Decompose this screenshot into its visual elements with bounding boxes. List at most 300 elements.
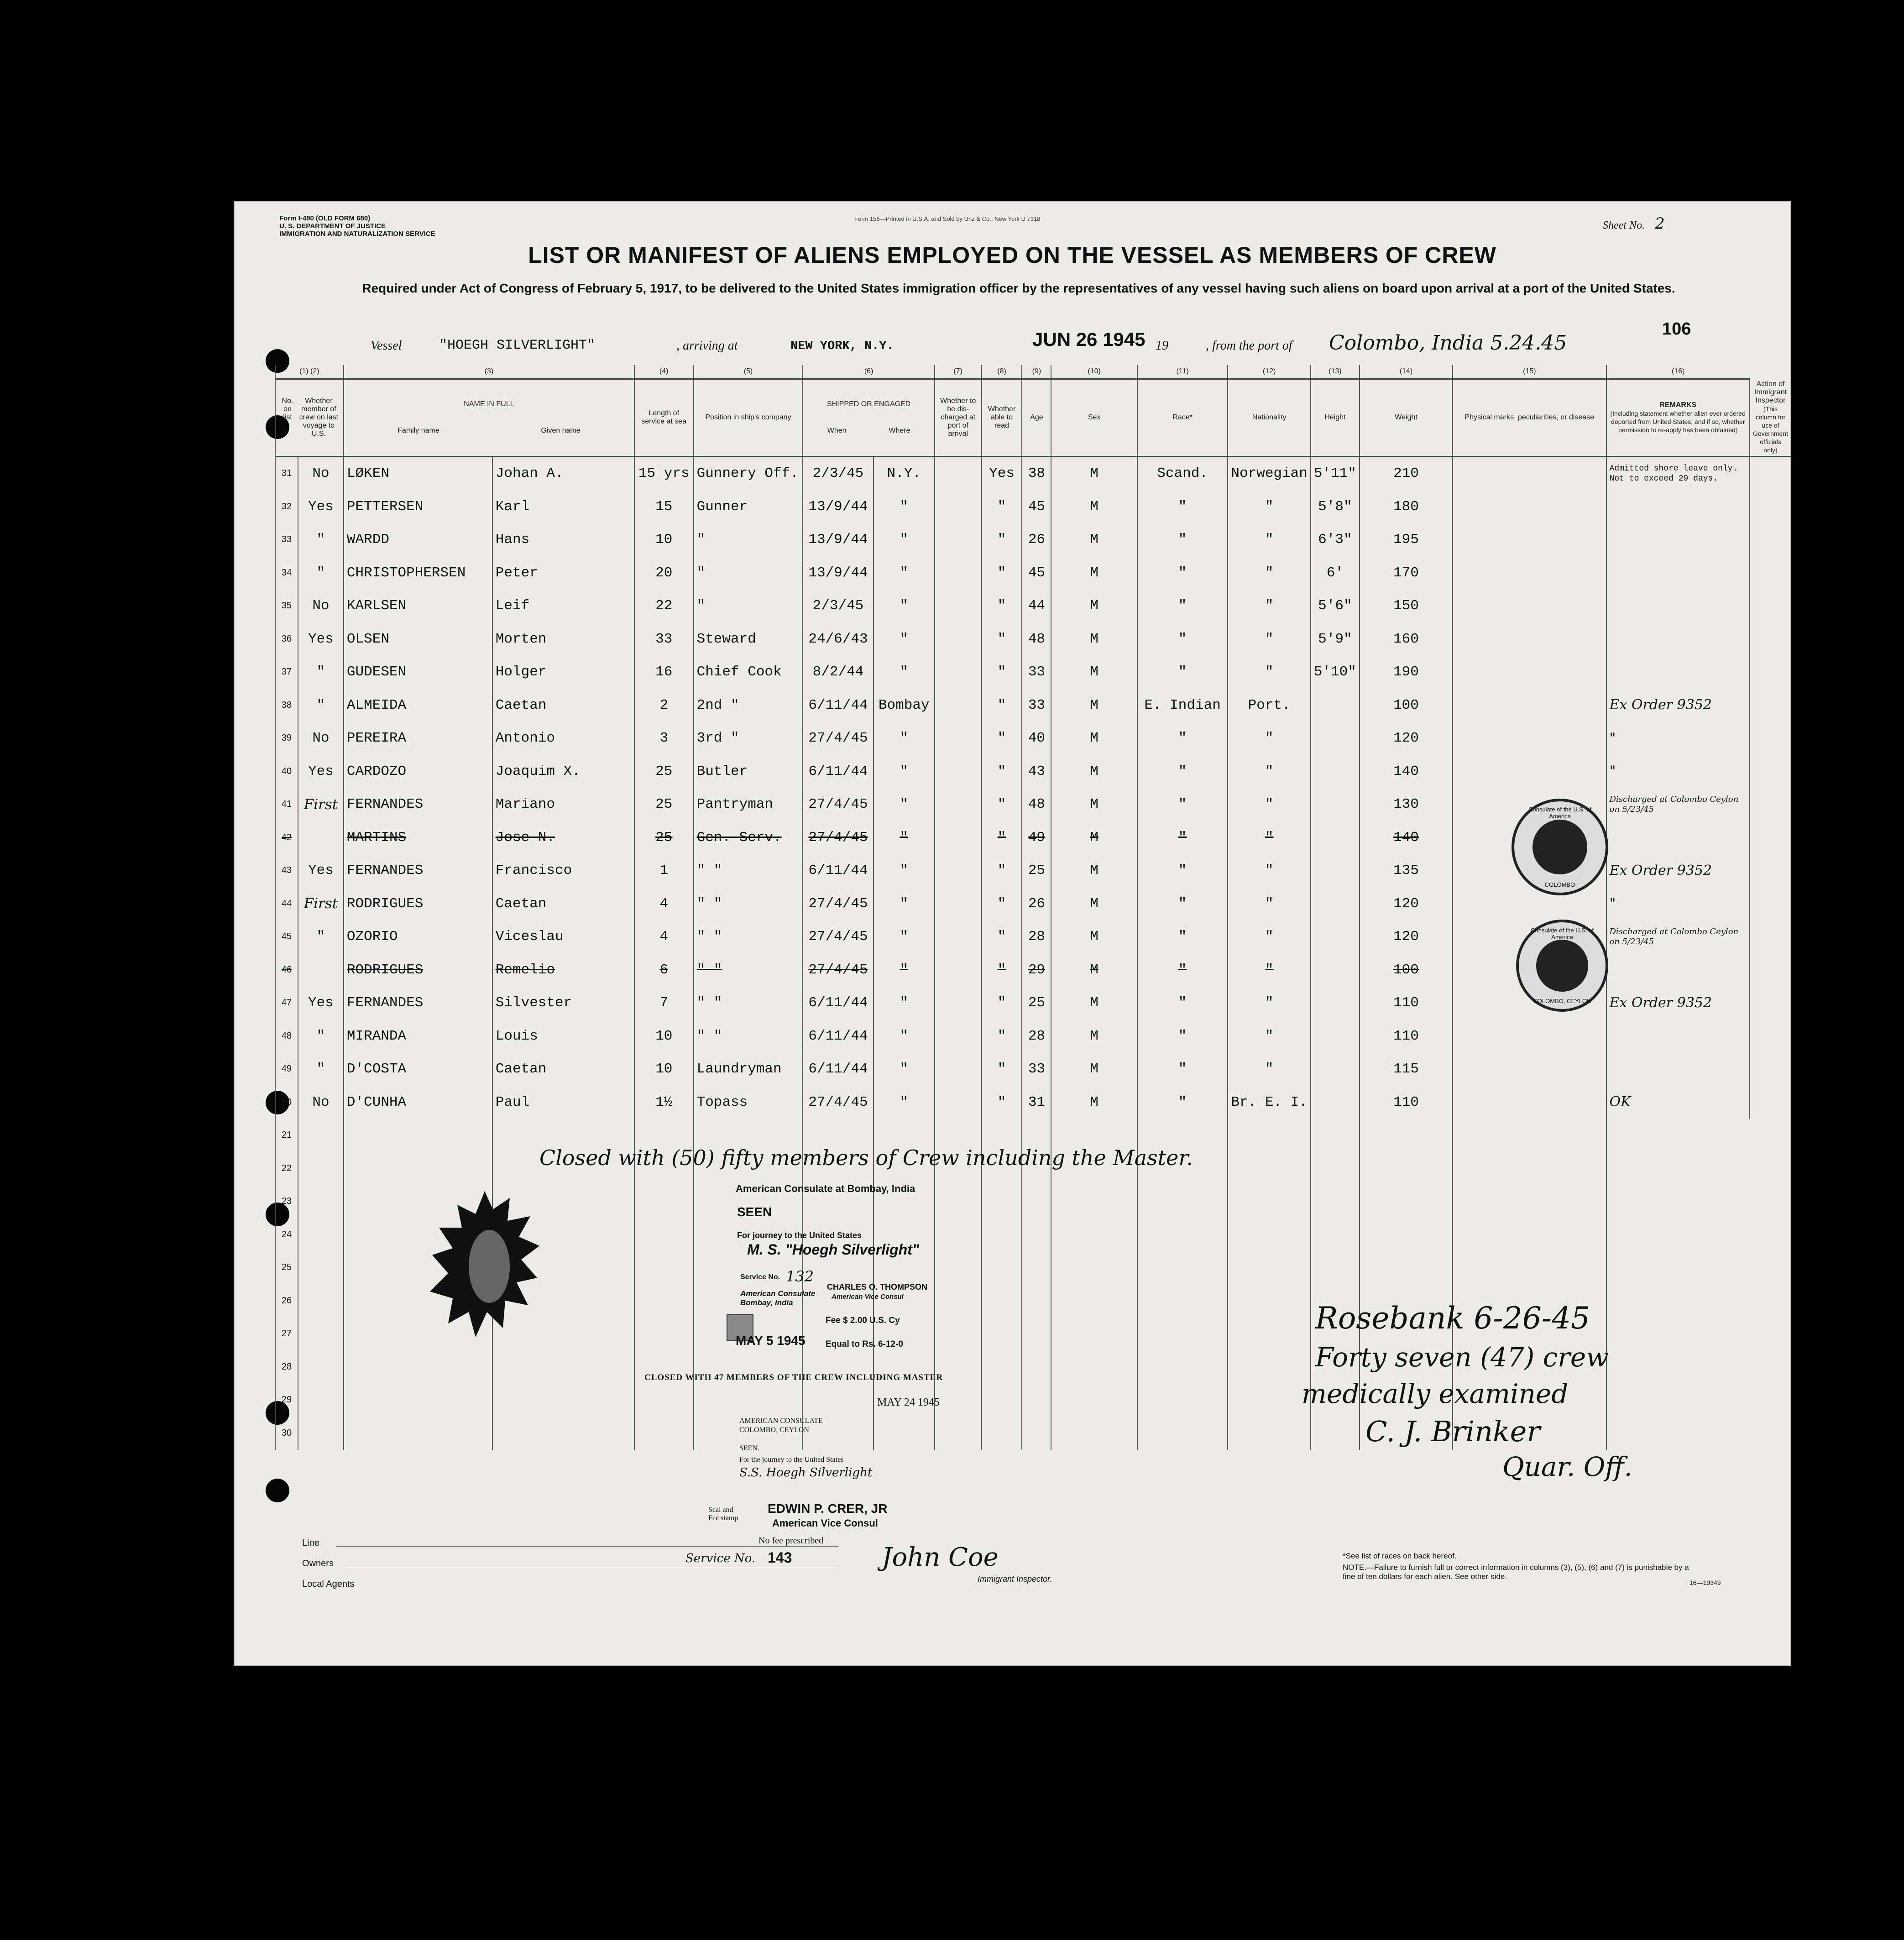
quarantine-title: Quar. Off. xyxy=(1502,1451,1632,1482)
colombo-closed: CLOSED WITH 47 MEMBERS OF THE CREW INCLUDING MASTER xyxy=(644,1373,943,1382)
empty-cell xyxy=(298,1185,344,1218)
empty-cell xyxy=(1606,1218,1750,1251)
row-number-cell: 24 xyxy=(275,1218,298,1251)
header-able-to-read: Whether able to read xyxy=(982,379,1022,456)
empty-cell xyxy=(982,1185,1022,1218)
empty-cell xyxy=(935,1251,982,1285)
member-cell: Yes xyxy=(298,987,344,1020)
family-name-cell: D'COSTA xyxy=(344,1053,492,1086)
when-cell: 27/4/45 xyxy=(803,788,873,821)
nationality-cell: " xyxy=(1228,755,1310,788)
row-number-cell: 48 xyxy=(275,1020,298,1053)
member-cell: Yes xyxy=(298,490,344,523)
height-cell xyxy=(1311,920,1360,954)
read-cell: " xyxy=(982,722,1022,755)
forty-seven-note: Forty seven (47) crew xyxy=(1315,1342,1609,1373)
position-cell: " " xyxy=(694,854,803,888)
empty-cell xyxy=(1022,1384,1051,1417)
empty-cell xyxy=(634,1218,694,1251)
row-number-cell: 25 xyxy=(275,1251,298,1285)
family-name-cell: LØKEN xyxy=(344,456,492,490)
empty-row xyxy=(275,1417,1791,1450)
empty-cell xyxy=(344,1152,492,1185)
crew-row xyxy=(275,490,1791,523)
age-cell: 33 xyxy=(1022,689,1051,722)
when-cell: 27/4/45 xyxy=(803,953,873,987)
inspector-action-cell xyxy=(1750,622,1791,656)
position-cell: Gen. Serv. xyxy=(694,821,803,854)
given-name-cell: Caetan xyxy=(492,887,634,920)
sex-cell: M xyxy=(1051,590,1137,623)
bombay-officer: CHARLES O. THOMPSON xyxy=(827,1282,928,1292)
colombo-consulate: AMERICAN CONSULATE xyxy=(739,1417,823,1425)
colombo-seen: SEEN. xyxy=(739,1444,759,1452)
empty-cell xyxy=(982,1218,1022,1251)
where-cell: Bombay xyxy=(874,689,935,722)
remarks-cell xyxy=(1606,590,1750,623)
age-cell: 45 xyxy=(1022,490,1051,523)
when-cell: 27/4/45 xyxy=(803,920,873,954)
header-given-name: Given name xyxy=(541,427,581,434)
binder-hole xyxy=(266,1479,289,1502)
empty-cell xyxy=(1051,1185,1137,1218)
empty-cell xyxy=(634,1417,694,1450)
where-cell: " xyxy=(874,556,935,590)
footer-rule xyxy=(336,1546,838,1547)
empty-cell xyxy=(1051,1350,1137,1384)
when-cell: 13/9/44 xyxy=(803,523,873,557)
discharged-cell xyxy=(935,523,982,557)
given-name-cell: Louis xyxy=(492,1020,634,1053)
sheet-number xyxy=(1603,214,1665,233)
row-number-cell: 29 xyxy=(275,1384,298,1417)
sheet-value: 2 xyxy=(1654,214,1665,233)
empty-cell xyxy=(982,1384,1022,1417)
empty-cell xyxy=(935,1218,982,1251)
year-suffix: 19 xyxy=(1156,339,1168,353)
position-cell: " " xyxy=(694,887,803,920)
race-cell: " xyxy=(1137,953,1228,987)
weight-cell: 140 xyxy=(1360,821,1453,854)
col-num: (5) xyxy=(694,365,803,379)
empty-cell xyxy=(1606,1417,1750,1450)
age-cell: 43 xyxy=(1022,755,1051,788)
inspector-action-cell xyxy=(1750,788,1791,821)
arriving-port: NEW YORK, N.Y. xyxy=(790,340,894,353)
where-cell: " xyxy=(874,722,935,755)
nationality-cell: " xyxy=(1228,953,1310,987)
physical-marks-cell xyxy=(1453,622,1606,656)
age-cell: 26 xyxy=(1022,523,1051,557)
weight-cell: 195 xyxy=(1360,523,1453,557)
inspector-action-cell xyxy=(1750,656,1791,689)
from-label: , from the port of xyxy=(1206,339,1292,353)
bombay-seen: SEEN xyxy=(737,1205,772,1219)
empty-cell xyxy=(344,1119,492,1152)
discharged-cell xyxy=(935,987,982,1020)
where-cell: " xyxy=(874,523,935,557)
nationality-cell: " xyxy=(1228,556,1310,590)
race-cell: " xyxy=(1137,920,1228,954)
empty-cell xyxy=(1228,1185,1310,1218)
empty-cell xyxy=(1453,1119,1606,1152)
colombo-place: COLOMBO, CEYLON xyxy=(739,1426,809,1434)
sex-cell: M xyxy=(1051,456,1137,490)
member-cell: No xyxy=(298,1086,344,1119)
empty-cell xyxy=(935,1284,982,1318)
given-name-cell: Antonio xyxy=(492,722,634,755)
where-cell: " xyxy=(874,920,935,954)
member-cell: Yes xyxy=(298,755,344,788)
row-number-cell: 46 xyxy=(275,953,298,987)
row-number-cell: 42 xyxy=(275,821,298,854)
discharged-cell xyxy=(935,1086,982,1119)
length-cell: 20 xyxy=(634,556,694,590)
race-cell: " xyxy=(1137,523,1228,557)
weight-cell: 100 xyxy=(1360,953,1453,987)
race-cell: " xyxy=(1137,722,1228,755)
inspector-action-cell xyxy=(1750,887,1791,920)
empty-cell xyxy=(1137,1318,1228,1351)
remarks-cell xyxy=(1606,556,1750,590)
row-number-cell: 40 xyxy=(275,755,298,788)
header-age: Age xyxy=(1022,379,1051,456)
where-cell: " xyxy=(874,854,935,888)
when-cell: 27/4/45 xyxy=(803,722,873,755)
where-cell: " xyxy=(874,821,935,854)
row-number-cell: 21 xyxy=(275,1119,298,1152)
empty-cell xyxy=(1453,1185,1606,1218)
read-cell: " xyxy=(982,953,1022,987)
weight-cell: 135 xyxy=(1360,854,1453,888)
empty-cell xyxy=(1606,1119,1750,1152)
given-name-cell: Silvester xyxy=(492,987,634,1020)
empty-cell xyxy=(634,1251,694,1285)
empty-cell xyxy=(694,1384,803,1417)
empty-cell xyxy=(344,1417,492,1450)
race-cell: " xyxy=(1137,556,1228,590)
empty-cell xyxy=(298,1350,344,1384)
height-cell xyxy=(1311,1086,1360,1119)
when-cell: 6/11/44 xyxy=(803,1020,873,1053)
read-cell: Yes xyxy=(982,456,1022,490)
age-cell: 31 xyxy=(1022,1086,1051,1119)
bombay-service-number: 132 xyxy=(786,1268,814,1285)
physical-marks-cell xyxy=(1453,490,1606,523)
remarks-cell: " xyxy=(1606,722,1750,755)
header-height: Height xyxy=(1311,379,1360,456)
row-number-cell: 33 xyxy=(275,523,298,557)
weight-cell: 180 xyxy=(1360,490,1453,523)
nationality-cell: " xyxy=(1228,622,1310,656)
colombo-service-number: 143 xyxy=(768,1549,792,1566)
age-cell: 28 xyxy=(1022,1020,1051,1053)
inspector-action-cell xyxy=(1750,722,1791,755)
inspector-action-cell xyxy=(1750,1053,1791,1086)
height-cell: 5'9" xyxy=(1311,622,1360,656)
position-cell: " " xyxy=(694,987,803,1020)
where-cell: " xyxy=(874,622,935,656)
physical-marks-cell xyxy=(1453,1020,1606,1053)
sex-cell: M xyxy=(1051,689,1137,722)
height-cell xyxy=(1311,689,1360,722)
race-cell: " xyxy=(1137,755,1228,788)
empty-cell xyxy=(874,1417,935,1450)
sex-cell: M xyxy=(1051,854,1137,888)
empty-cell xyxy=(1022,1251,1051,1285)
race-cell: " xyxy=(1137,987,1228,1020)
embossed-seal xyxy=(430,1191,539,1342)
crew-row xyxy=(275,656,1791,689)
empty-cell xyxy=(1311,1218,1360,1251)
family-name-cell: RODRIGUES xyxy=(344,887,492,920)
empty-cell xyxy=(1051,1384,1137,1417)
sex-cell: M xyxy=(1051,987,1137,1020)
colombo-vessel: S.S. Hoegh Silverlight xyxy=(739,1466,873,1480)
remarks-cell xyxy=(1606,490,1750,523)
age-cell: 44 xyxy=(1022,590,1051,623)
crew-row xyxy=(275,1053,1791,1086)
family-name-cell: MARTINS xyxy=(344,821,492,854)
discharged-cell xyxy=(935,656,982,689)
physical-marks-cell xyxy=(1453,722,1606,755)
race-cell: " xyxy=(1137,622,1228,656)
nationality-cell: Br. E. I. xyxy=(1228,1086,1310,1119)
age-cell: 33 xyxy=(1022,656,1051,689)
empty-cell xyxy=(1311,1417,1360,1450)
member-cell: " xyxy=(298,920,344,954)
family-name-cell: ALMEIDA xyxy=(344,689,492,722)
weight-cell: 210 xyxy=(1360,456,1453,490)
discharged-cell xyxy=(935,1053,982,1086)
col-num: (7) xyxy=(935,365,982,379)
empty-cell xyxy=(1022,1218,1051,1251)
empty-cell xyxy=(344,1384,492,1417)
inspector-action-cell xyxy=(1750,689,1791,722)
col-num: (8) xyxy=(982,365,1022,379)
given-name-cell: Peter xyxy=(492,556,634,590)
given-name-cell: Johan A. xyxy=(492,456,634,490)
empty-cell xyxy=(935,1318,982,1351)
remarks-cell xyxy=(1606,1020,1750,1053)
empty-cell xyxy=(1311,1119,1360,1152)
position-cell: " xyxy=(694,556,803,590)
weight-cell: 110 xyxy=(1360,1086,1453,1119)
height-cell xyxy=(1311,987,1360,1020)
age-cell: 26 xyxy=(1022,887,1051,920)
header-race: Race* xyxy=(1137,379,1228,456)
member-cell: No xyxy=(298,722,344,755)
bombay-service-label: Service No. xyxy=(740,1273,780,1281)
length-cell: 22 xyxy=(634,590,694,623)
position-cell: " " xyxy=(694,953,803,987)
read-cell: " xyxy=(982,887,1022,920)
given-name-cell: Mariano xyxy=(492,788,634,821)
when-cell: 27/4/45 xyxy=(803,887,873,920)
race-cell: " xyxy=(1137,490,1228,523)
empty-cell xyxy=(982,1284,1022,1318)
header-physical: Physical marks, peculiarities, or disease xyxy=(1453,379,1606,456)
weight-cell: 170 xyxy=(1360,556,1453,590)
header-discharged: Whether to be dis-charged at port of arrival xyxy=(935,379,982,456)
age-cell: 49 xyxy=(1022,821,1051,854)
when-cell: 2/3/45 xyxy=(803,456,873,490)
row-number-cell: 36 xyxy=(275,622,298,656)
member-cell: " xyxy=(298,689,344,722)
empty-cell xyxy=(298,1284,344,1318)
when-cell: 27/4/45 xyxy=(803,1086,873,1119)
header-shipped: SHIPPED OR ENGAGED When Where xyxy=(803,379,935,456)
remarks-cell: Ex Order 9352 xyxy=(1606,689,1750,722)
row-number-cell: 39 xyxy=(275,722,298,755)
weight-cell: 140 xyxy=(1360,755,1453,788)
where-cell: " xyxy=(874,987,935,1020)
row-number-cell: 27 xyxy=(275,1318,298,1351)
sex-cell: M xyxy=(1051,622,1137,656)
nationality-cell: " xyxy=(1228,722,1310,755)
race-cell: " xyxy=(1137,590,1228,623)
age-cell: 38 xyxy=(1022,456,1051,490)
weight-cell: 190 xyxy=(1360,656,1453,689)
empty-cell xyxy=(1137,1218,1228,1251)
service-name: IMMIGRATION AND NATURALIZATION SERVICE xyxy=(279,230,435,238)
sex-cell: M xyxy=(1051,887,1137,920)
empty-cell xyxy=(1228,1251,1310,1285)
read-cell: " xyxy=(982,821,1022,854)
empty-cell xyxy=(982,1318,1022,1351)
discharged-cell xyxy=(935,722,982,755)
empty-cell xyxy=(1606,1318,1750,1351)
race-cell: " xyxy=(1137,854,1228,888)
crew-rows xyxy=(275,456,1791,1119)
row-number-cell: 22 xyxy=(275,1152,298,1185)
eagle-emblem-icon xyxy=(1533,820,1587,874)
sex-cell: M xyxy=(1051,953,1137,987)
sex-cell: M xyxy=(1051,1020,1137,1053)
remarks-cell: " xyxy=(1606,755,1750,788)
height-cell: 5'6" xyxy=(1311,590,1360,623)
nationality-cell: Norwegian xyxy=(1228,456,1310,490)
form-code: 16—19349 xyxy=(1690,1579,1721,1586)
row-number-cell: 47 xyxy=(275,987,298,1020)
manifest-subtitle: Required under Act of Congress of February 5, 1917, to be delivered to the United States immigration officer by the representatives of any vessel having such aliens on board upon arrival at a port of the United States. xyxy=(362,281,1675,295)
nationality-cell: " xyxy=(1228,920,1310,954)
col-num: (15) xyxy=(1453,365,1606,379)
given-name-cell: Jose N. xyxy=(492,821,634,854)
read-cell: " xyxy=(982,622,1022,656)
age-cell: 48 xyxy=(1022,788,1051,821)
physical-marks-cell xyxy=(1453,556,1606,590)
member-cell: No xyxy=(298,590,344,623)
header-where: Where xyxy=(889,427,910,434)
family-name-cell: KARLSEN xyxy=(344,590,492,623)
member-cell: " xyxy=(298,556,344,590)
remarks-cell: Admitted shore leave only. Not to exceed 29 days. xyxy=(1606,456,1750,490)
read-cell: " xyxy=(982,920,1022,954)
empty-cell xyxy=(1606,1152,1750,1185)
crew-row xyxy=(275,456,1791,490)
height-cell: 5'8" xyxy=(1311,490,1360,523)
weight-cell: 110 xyxy=(1360,987,1453,1020)
given-name-cell: Karl xyxy=(492,490,634,523)
row-number-cell: 44 xyxy=(275,887,298,920)
when-cell: 6/11/44 xyxy=(803,854,873,888)
empty-cell xyxy=(1022,1284,1051,1318)
printer-line: Form 156—Printed in U.S.A. and Sold by Unz & Co., New York U 7318 xyxy=(854,215,1041,222)
empty-cell xyxy=(1228,1318,1310,1351)
sex-cell: M xyxy=(1051,722,1137,755)
weight-cell: 120 xyxy=(1360,722,1453,755)
length-cell: 15 yrs xyxy=(634,456,694,490)
where-cell: " xyxy=(874,755,935,788)
closed-note: Closed with (50) fifty members of Crew including the Master. xyxy=(539,1145,1193,1170)
length-cell: 4 xyxy=(634,920,694,954)
sex-cell: M xyxy=(1051,821,1137,854)
race-cell: " xyxy=(1137,887,1228,920)
empty-cell xyxy=(1022,1185,1051,1218)
inspector-action-cell xyxy=(1750,920,1791,954)
row-number-cell: 50 xyxy=(275,1086,298,1119)
physical-marks-cell xyxy=(1453,523,1606,557)
colombo-service-label: Service No. xyxy=(685,1552,756,1565)
given-name-cell: Hans xyxy=(492,523,634,557)
position-cell: Gunner xyxy=(694,490,803,523)
nationality-cell: " xyxy=(1228,656,1310,689)
inspector-signature: John Coe xyxy=(882,1543,999,1572)
read-cell: " xyxy=(982,490,1022,523)
height-cell xyxy=(1311,953,1360,987)
bombay-fee: Fee $ 2.00 U.S. Cy xyxy=(826,1316,900,1325)
sex-cell: M xyxy=(1051,1086,1137,1119)
inspector-action-cell xyxy=(1750,821,1791,854)
weight-cell: 120 xyxy=(1360,920,1453,954)
empty-cell xyxy=(1311,1152,1360,1185)
empty-cell xyxy=(1228,1119,1310,1152)
length-cell: 10 xyxy=(634,1053,694,1086)
age-cell: 28 xyxy=(1022,920,1051,954)
arrival-date-stamp: JUN 26 1945 xyxy=(1032,329,1146,350)
given-name-cell: Caetan xyxy=(492,689,634,722)
height-cell xyxy=(1311,1053,1360,1086)
physical-marks-cell xyxy=(1453,1086,1606,1119)
length-cell: 4 xyxy=(634,887,694,920)
read-cell: " xyxy=(982,1020,1022,1053)
colombo-officer: EDWIN P. CRER, JR xyxy=(768,1501,888,1516)
crew-row xyxy=(275,689,1791,722)
discharged-cell xyxy=(935,490,982,523)
page-number: 106 xyxy=(1662,319,1691,339)
penalty-note: NOTE.—Failure to furnish full or correct information in columns (3), (5), (6) and (7) is punishable by a fine of ten dollars for each alien. See other side. xyxy=(1343,1563,1689,1581)
department: U. S. DEPARTMENT OF JUSTICE xyxy=(279,222,386,230)
sex-cell: M xyxy=(1051,920,1137,954)
arriving-label: , arriving at xyxy=(676,339,738,353)
remarks-cell: Discharged at Colombo Ceylon on 5/23/45 xyxy=(1606,788,1750,821)
col-num: (3) xyxy=(344,365,634,379)
age-cell: 33 xyxy=(1022,1053,1051,1086)
where-cell: " xyxy=(874,590,935,623)
length-cell: 33 xyxy=(634,622,694,656)
empty-cell xyxy=(1137,1251,1228,1285)
member-cell: Yes xyxy=(298,622,344,656)
remarks-cell xyxy=(1606,523,1750,557)
member-cell: First xyxy=(298,788,344,821)
empty-cell xyxy=(344,1350,492,1384)
crew-row xyxy=(275,1020,1791,1053)
height-cell: 6'3" xyxy=(1311,523,1360,557)
header-position: Position in ship's company xyxy=(694,379,803,456)
height-cell xyxy=(1311,821,1360,854)
sex-cell: M xyxy=(1051,656,1137,689)
